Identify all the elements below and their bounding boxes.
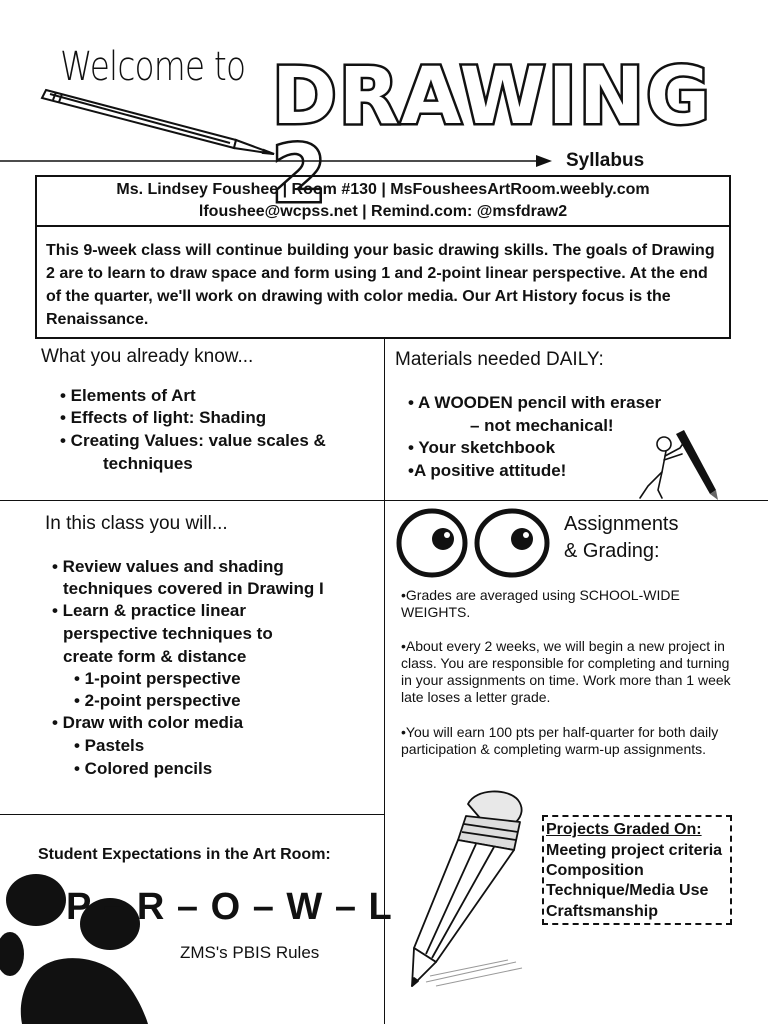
projects-item: Meeting project criteria	[546, 842, 723, 859]
already-know-item: • Creating Values: value scales &	[60, 431, 326, 450]
class-will-item: • Pastels	[74, 736, 145, 755]
intro-paragraph: This 9-week class will continue building your basic drawing skills. The goals of Drawing 2 are to learn to draw space and form using 1 and 2-point linear perspective. At the end of the quarter, we'll work on drawing with color media. Our Art History focus is the Renaissance.	[46, 242, 715, 328]
materials-item: • A WOODEN pencil with eraser	[408, 393, 662, 412]
assignments-heading: Assignments	[564, 513, 679, 535]
class-will-item: • Colored pencils	[74, 759, 213, 778]
materials-item: • Your sketchbook	[408, 438, 556, 457]
arrow-line	[0, 150, 560, 170]
class-will-item: create form & distance	[63, 647, 247, 666]
class-will-item: techniques covered in Drawing I	[63, 579, 324, 598]
already-know-item: techniques	[103, 454, 193, 473]
expectations-heading: Student Expectations in the Art Room:	[38, 846, 331, 863]
already-know-heading: What you already know...	[41, 346, 254, 367]
class-will-item: perspective techniques to	[63, 624, 273, 643]
class-will-item: • Learn & practice linear	[52, 601, 246, 620]
figure-with-pencil-illustration	[618, 428, 722, 502]
grading-heading: & Grading:	[564, 540, 660, 562]
pbis-rules: ZMS's PBIS Rules	[180, 943, 320, 962]
already-know-item: • Elements of Art	[60, 386, 196, 405]
assignments-paragraph: •You will earn 100 pts per half-quarter for both daily participation & completing warm-up assignments.	[401, 724, 719, 757]
projects-item: Composition	[546, 862, 644, 879]
sketched-pencil-illustration	[396, 782, 546, 994]
projects-item: Craftsmanship	[546, 903, 659, 920]
class-will-heading: In this class you will...	[45, 513, 228, 534]
contact-line-2: lfoushee@wcpss.net | Remind.com: @msfdraw2	[198, 203, 568, 220]
materials-item: – not mechanical!	[470, 416, 614, 435]
prowl-text: P – R – O – W – L	[66, 886, 393, 928]
contact-line-1: Ms. Lindsey Foushee | Room #130 | MsFousheesArtRoom.weebly.com	[116, 181, 650, 198]
assignments-paragraph: •Grades are averaged using SCHOOL-WIDE WEIGHTS.	[401, 587, 680, 620]
horizontal-divider-2	[0, 814, 384, 815]
eyes-illustration	[396, 506, 552, 580]
assignments-paragraph: •About every 2 weeks, we will begin a new project in class. You are responsible for completing and turning in your assignments on time. Work more than 1 week late loses a letter grade.	[401, 638, 731, 705]
materials-heading: Materials needed DAILY:	[395, 349, 604, 370]
class-will-item: • Review values and shading	[52, 557, 284, 576]
materials-item: •A positive attitude!	[408, 461, 567, 480]
welcome-text: Welcome to	[60, 44, 246, 90]
class-will-item: • Draw with color media	[52, 713, 244, 732]
syllabus-label: Syllabus	[566, 150, 645, 171]
projects-heading: Projects Graded On:	[546, 821, 702, 838]
projects-item: Technique/Media Use	[546, 882, 709, 899]
class-will-item: • 2-point perspective	[74, 691, 241, 710]
already-know-item: • Effects of light: Shading	[60, 408, 267, 427]
class-will-item: • 1-point perspective	[74, 669, 241, 688]
pencil-illustration	[38, 86, 278, 158]
course-title: DRAWING 2	[272, 52, 713, 220]
